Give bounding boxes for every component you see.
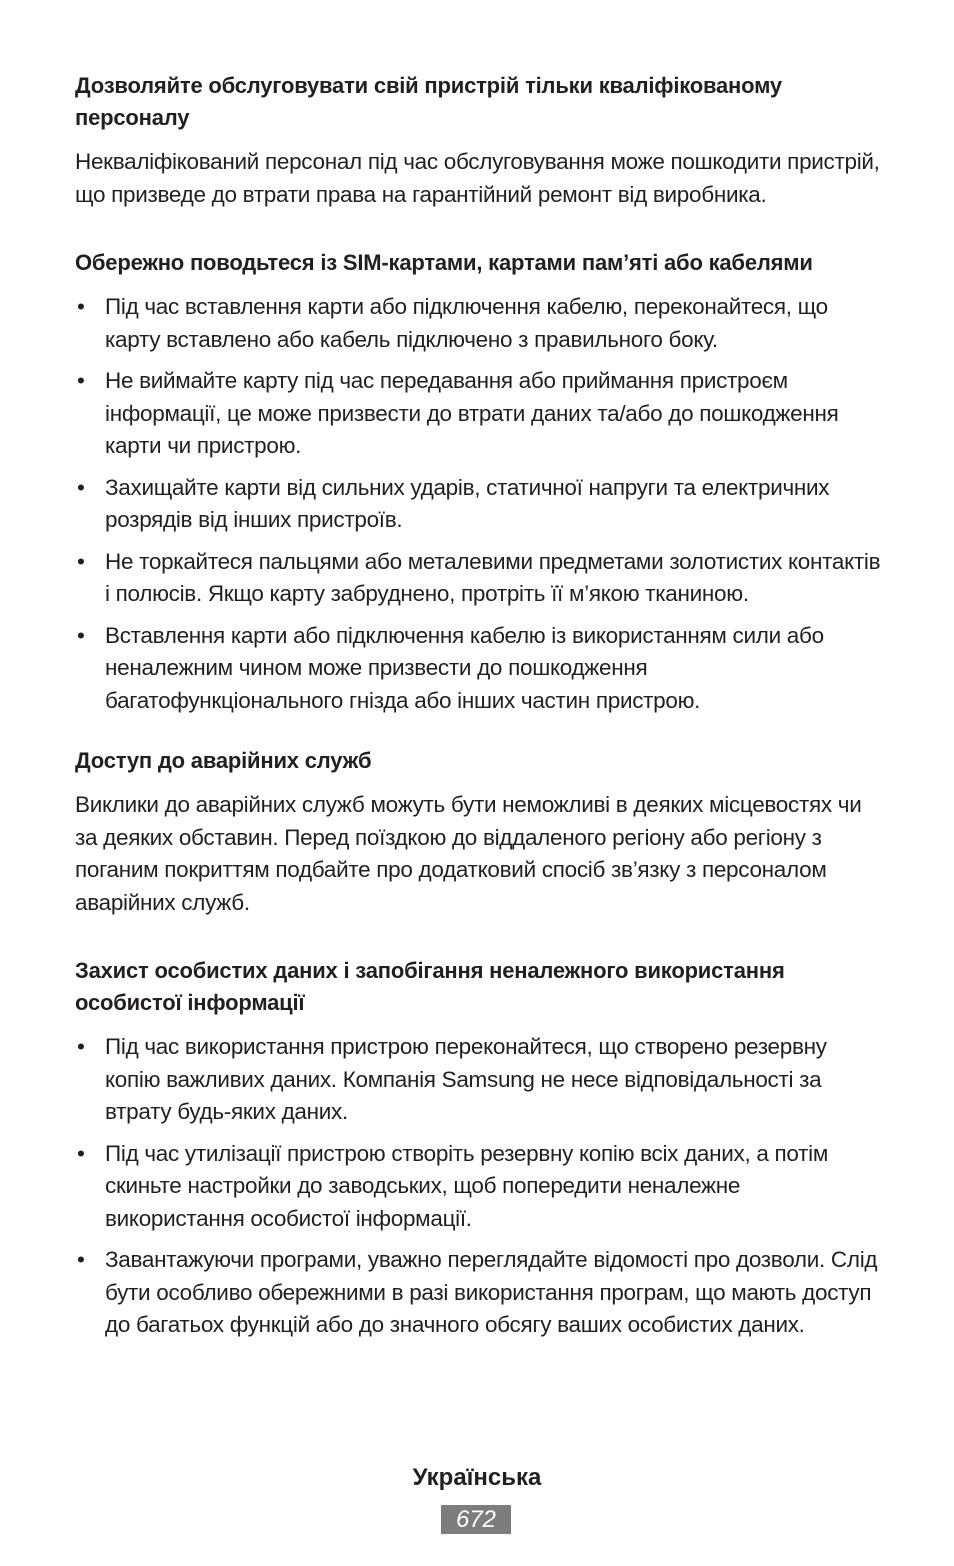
bullet-icon: •	[77, 1140, 85, 1166]
list-item	[75, 472, 885, 537]
section-personal-data	[75, 955, 885, 1342]
list-item-text: Завантажуючи програми, уважно переглядайте відомості про дозволи. Слід бути особливо обережними в разі використання програм, що мають доступ до багатьох функцій або до значного обсягу ваших особистих даних.	[105, 1247, 878, 1337]
list-item	[75, 546, 885, 611]
list-item	[75, 1031, 885, 1129]
bullet-icon: •	[77, 622, 85, 648]
bullet-icon: •	[77, 1034, 85, 1059]
list-item	[75, 1244, 885, 1342]
page-number: 672	[441, 1505, 511, 1534]
section-heading: Дозволяйте обслуговувати свій пристрій тільки кваліфікованому персоналу	[75, 73, 782, 130]
bullet-icon: •	[77, 474, 85, 500]
bullet-icon: •	[77, 1247, 85, 1272]
list-item-text: Під час використання пристрою переконайтеся, що створено резервну копію важливих даних. Компанія Samsung не несе відповідальності за втрату будь-яких даних.	[105, 1034, 827, 1124]
section-paragraph: Виклики до аварійних служб можуть бути неможливі в деяких місцевостях чи за деяких обставин. Перед поїздкою до віддаленого регіону або регіону з поганим покриттям подбайте про додатковий спосіб зв’язку з персоналом аварійних служб.	[75, 792, 862, 915]
bullet-icon: •	[77, 548, 85, 574]
section-emergency-services	[75, 745, 885, 919]
list-item-text: Під час вставлення карти або підключення кабелю, переконайтеся, що карту вставлено або кабель підключено з правильного боку.	[105, 294, 828, 352]
bullet-icon: •	[77, 294, 85, 319]
section-heading: Доступ до аварійних служб	[75, 748, 372, 773]
section-paragraph: Некваліфікований персонал під час обслуговування може пошкодити пристрій, що призведе до втрати права на гарантійний ремонт від виробника.	[75, 149, 880, 207]
list-item	[75, 620, 885, 718]
section-qualified-service	[75, 70, 885, 211]
list-item	[75, 291, 885, 356]
section-heading: Захист особистих даних і запобігання неналежного використання особистої інформації	[75, 958, 785, 1015]
page-content	[75, 70, 885, 1370]
list-item	[75, 1138, 885, 1236]
footer-language: Українська	[412, 1464, 542, 1491]
section-sim-cards	[75, 247, 885, 717]
list-item-text: Під час утилізації пристрою створіть резервну копію всіх даних, а потім скиньте настройки до заводських, щоб попередити неналежне використання особистої інформації.	[105, 1140, 828, 1231]
list-item-text: Не торкайтеся пальцями або металевими предметами золотистих контактів і полюсів. Якщо карту забруднено, протріть її м’якою тканиною.	[105, 548, 881, 606]
list-item-text: Захищайте карти від сильних ударів, статичної напруги та електричних розрядів від інших пристроїв.	[105, 474, 830, 532]
list-item-text: Не виймайте карту під час передавання або приймання пристроєм інформації, це може призвести до втрати даних та/або до пошкодження карти чи пристрою.	[105, 368, 839, 458]
bullet-icon: •	[77, 368, 85, 393]
bullet-list	[75, 291, 885, 717]
section-heading: Обережно поводьтеся із SIM-картами, картами пам’яті або кабелями	[75, 250, 813, 275]
list-item	[75, 365, 885, 463]
list-item-text: Вставлення карти або підключення кабелю із використанням сили або неналежним чином може призвести до пошкодження багатофункціонального гнізда або інших частин пристрою.	[105, 622, 824, 713]
bullet-list	[75, 1031, 885, 1342]
